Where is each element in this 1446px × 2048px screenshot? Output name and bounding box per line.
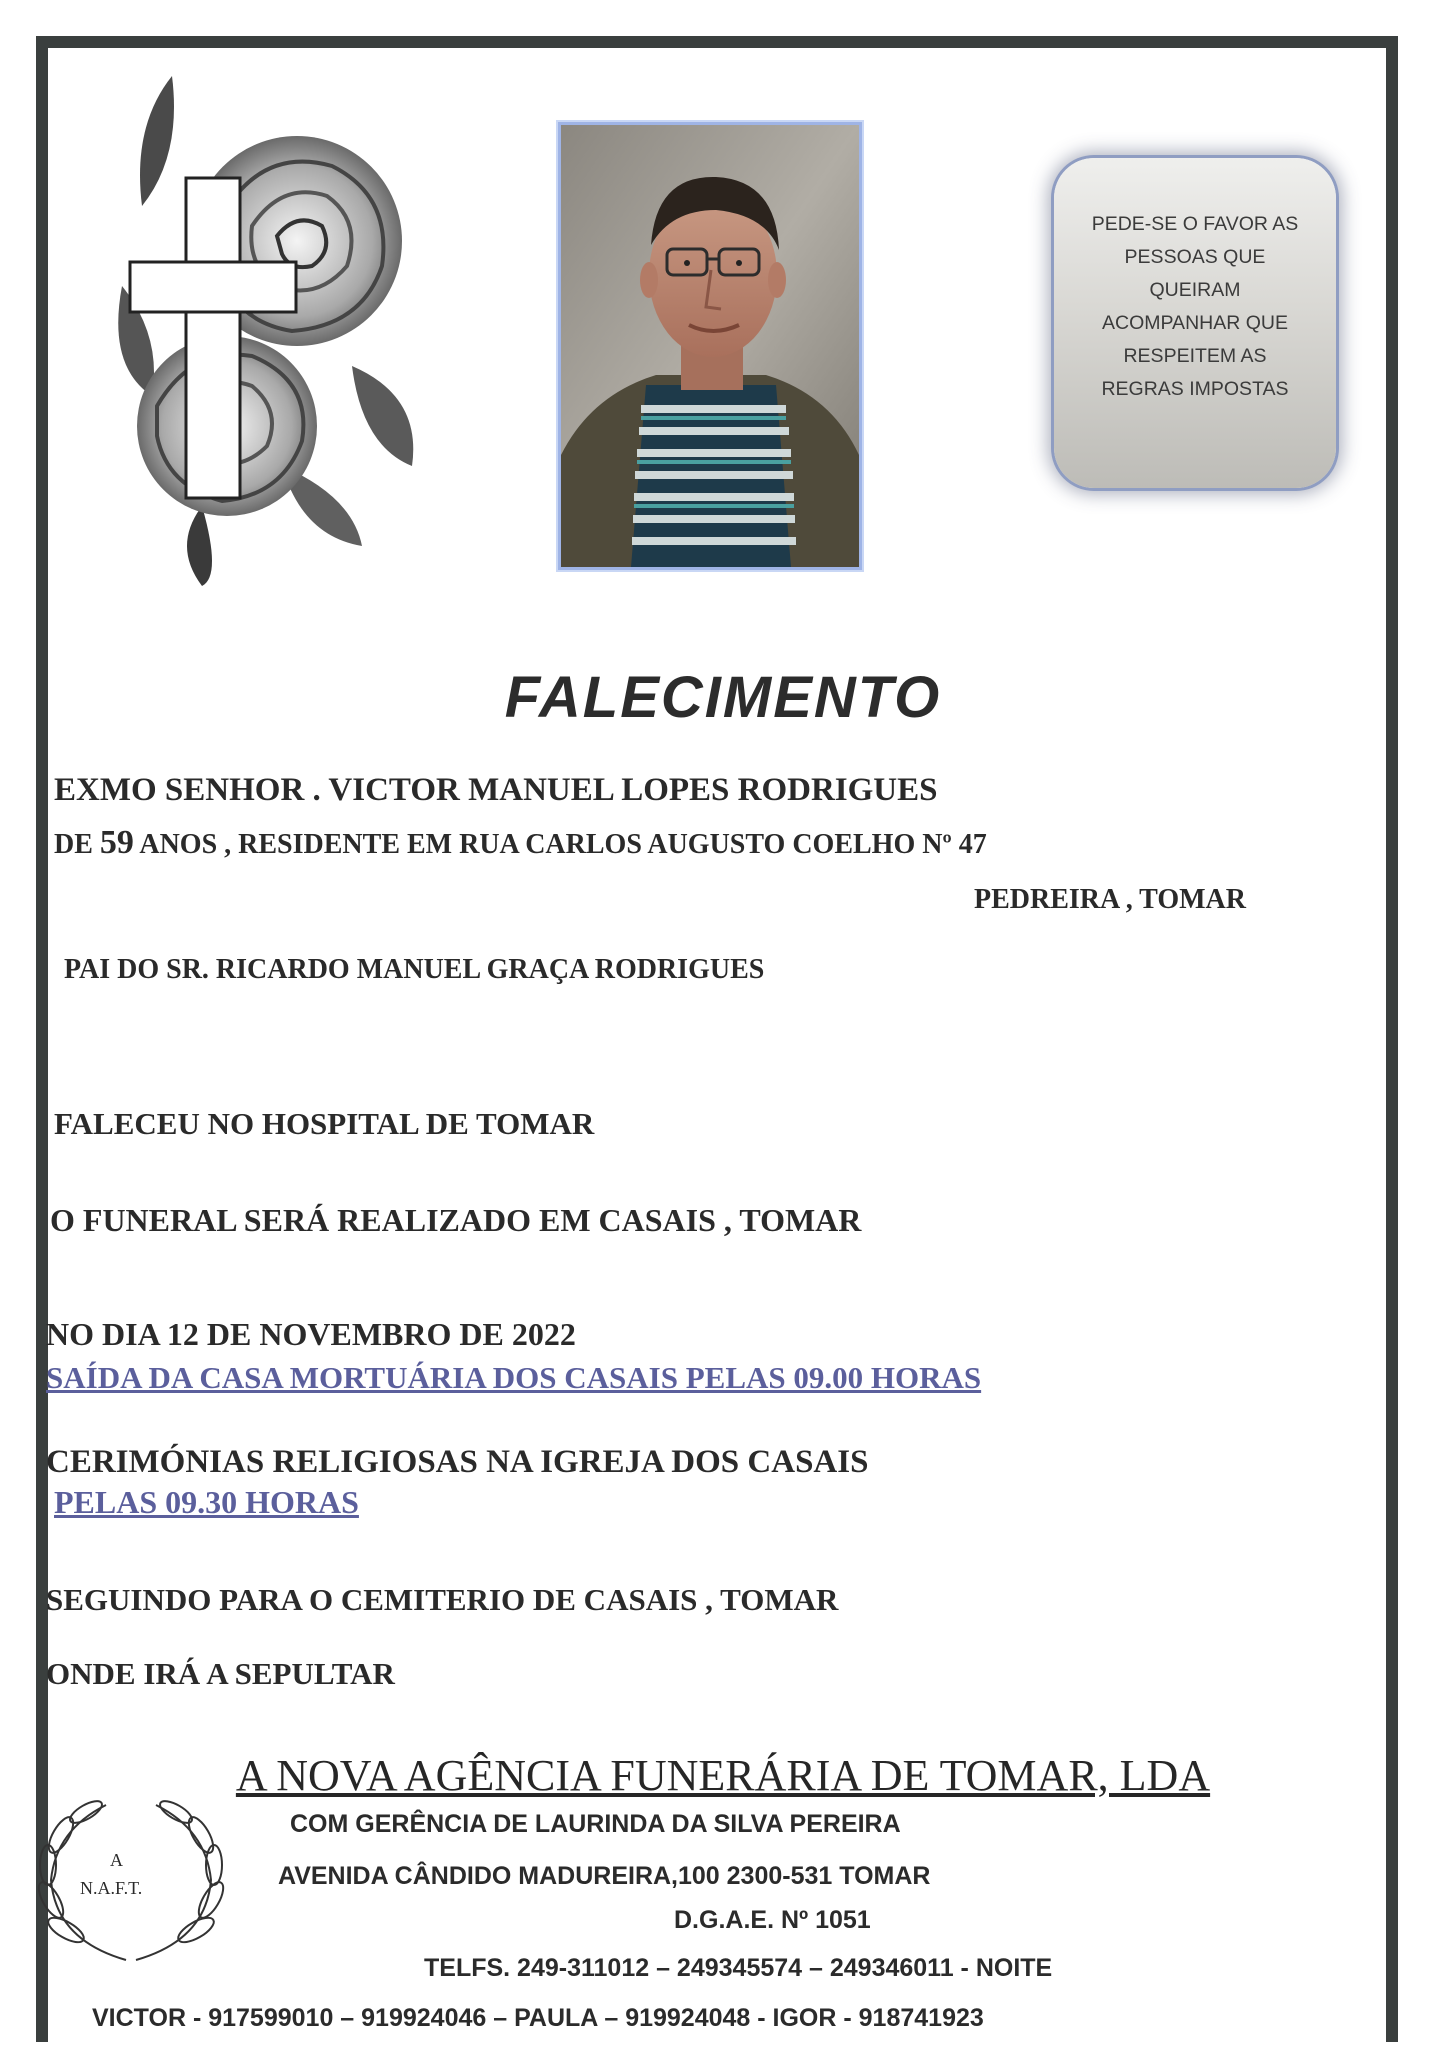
notice-line: PESSOAS QUE: [1124, 246, 1266, 268]
funeral-date-line: NO DIA 12 DE NOVEMBRO DE 2022: [46, 1316, 576, 1352]
deceased-age-address-line: [54, 824, 987, 862]
notice-box: [1054, 158, 1336, 488]
notice-line: QUEIRAM: [1149, 279, 1241, 301]
agency-manager: COM GERÊNCIA DE LAURINDA DA SILVA PEREIRA: [290, 1810, 901, 1838]
locality-line: PEDREIRA , TOMAR: [974, 884, 1247, 915]
departure-line: SAÍDA DA CASA MORTUÁRIA DOS CASAIS PELAS 09.00 HORAS: [46, 1360, 982, 1395]
agency-address: AVENIDA CÂNDIDO MADUREIRA,100 2300-531 TOMAR: [278, 1862, 931, 1890]
notice-line: ACOMPANHAR QUE: [1102, 312, 1288, 334]
notice-line: RESPEITEM AS: [1123, 345, 1267, 367]
notice-text: [1054, 208, 1336, 406]
page-title: FALECIMENTO: [504, 665, 942, 730]
ceremony-time-line: PELAS 09.30 HORAS: [54, 1484, 359, 1520]
logo-text: N.A.F.T.: [80, 1878, 143, 1898]
mobile-contacts-strip: [0, 2004, 1446, 2048]
agency-dgae: D.G.A.E. Nº 1051: [674, 1906, 871, 1934]
agency-mobiles: VICTOR - 917599010 – 919924046 – PAULA – 919924048 - IGOR - 918741923: [92, 2004, 984, 2032]
cemetery-line: SEGUINDO PARA O CEMITERIO DE CASAIS , TOMAR: [46, 1582, 839, 1617]
funeral-place-line: O FUNERAL SERÁ REALIZADO EM CASAIS , TOMAR: [50, 1202, 862, 1238]
logo-letter: A: [110, 1850, 123, 1870]
roses-cross-illustration: [112, 66, 428, 586]
burial-line: ONDE IRÁ A SEPULTAR: [46, 1656, 395, 1691]
notice-line: PEDE-SE O FAVOR AS: [1091, 213, 1299, 235]
parent-line: PAI DO SR. RICARDO MANUEL GRAÇA RODRIGUES: [64, 954, 765, 985]
deceased-name-line: EXMO SENHOR . VICTOR MANUEL LOPES RODRIGUES: [54, 772, 938, 808]
deceased-photo: [558, 122, 862, 570]
age-value: 59: [99, 824, 134, 861]
address-text: ANOS , RESIDENTE EM RUA CARLOS AUGUSTO COELHO Nº 47: [133, 829, 987, 860]
notice-line: REGRAS IMPOSTAS: [1101, 378, 1289, 400]
age-prefix: DE: [54, 829, 100, 860]
ceremony-line: CERIMÓNIAS RELIGIOSAS NA IGREJA DOS CASAIS: [46, 1444, 869, 1480]
agency-phones: TELFS. 249-311012 – 249345574 – 249346011 - NOITE: [424, 1954, 1053, 1982]
agency-name: A NOVA AGÊNCIA FUNERÁRIA DE TOMAR, LDA: [235, 1751, 1211, 1800]
death-place-line: FALECEU NO HOSPITAL DE TOMAR: [54, 1106, 595, 1141]
